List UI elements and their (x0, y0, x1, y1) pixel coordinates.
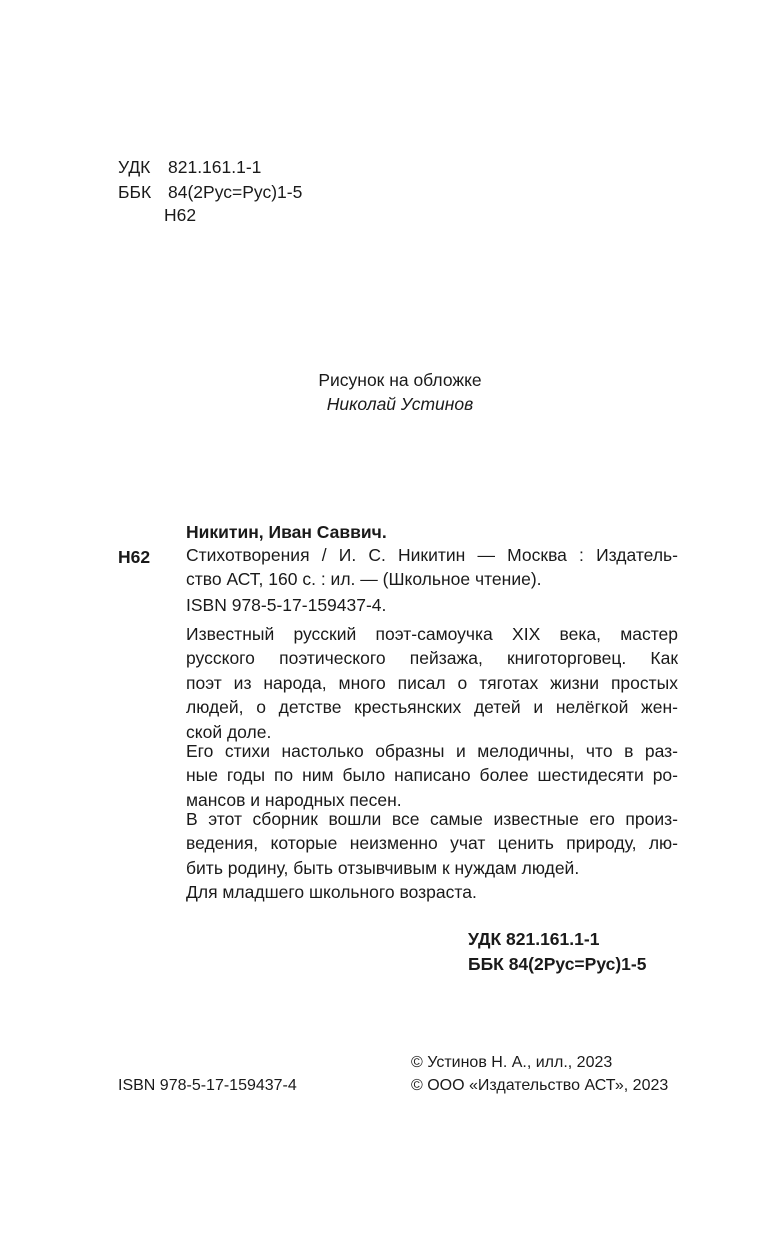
cover-credit-name: Николай Устинов (326, 394, 474, 414)
annotation-paragraph (186, 622, 678, 744)
annotation-line: Известный русский поэт-самоучка XIX века, мастер (186, 624, 678, 644)
annotation-paragraph (186, 880, 678, 904)
annotation-line: русского поэтического пейзажа, книготорговец. Как (186, 648, 678, 669)
bbk-label: ББК (118, 182, 152, 202)
copyright-illustrations: © Устинов Н. А., илл., 2023 (411, 1054, 613, 1071)
annotation-line: людей, о детстве крестьянских детей и нелёгкой жен- (186, 697, 678, 718)
author-mark: Н62 (118, 547, 151, 567)
bottom-udk: УДК 821.161.1-1 (468, 929, 600, 949)
footer-isbn: ISBN 978-5-17-159437-4 (118, 1077, 297, 1094)
copyright-publisher: © ООО «Издательство АСТ», 2023 (411, 1077, 669, 1094)
udk-row (118, 155, 261, 179)
annotation-paragraph (186, 807, 678, 880)
annotation-line: поэт из народа, много писал о тяготах жизни простых (186, 672, 678, 693)
title-statement (186, 543, 678, 592)
annotation-line: Его стихи настолько образны и мелодичны, что в раз- (186, 741, 678, 761)
isbn-line: ISBN 978-5-17-159437-4. (186, 595, 387, 615)
bottom-bbk: ББК 84(2Рус=Рус)1-5 (468, 954, 647, 974)
author-mark-top: Н62 (164, 205, 197, 225)
annotation-line: Для младшего школьного возраста. (186, 882, 477, 902)
annotation-line: В этот сборник вошли все самые известные его произ- (186, 809, 678, 829)
annotation-line: бить родину, быть отзывчивым к нуждам людей. (186, 857, 580, 878)
annotation-line: ведения, которые неизменно учат ценить природу, лю- (186, 833, 678, 854)
title-line: Стихотворения / И. С. Никитин — Москва : Издатель- (186, 545, 678, 565)
cover-credit-label: Рисунок на обложке (318, 370, 482, 390)
annotation-paragraph (186, 739, 678, 812)
annotation-line: ской доле. (186, 721, 272, 742)
bbk-row (118, 180, 302, 204)
title-line: ство АСТ, 160 с. : ил. — (Школьное чтение). (186, 569, 542, 590)
annotation-line: ные годы по ним было написано более шестидесяти ро- (186, 765, 678, 786)
author-heading: Никитин, Иван Саввич. (186, 522, 387, 542)
udk-label: УДК (118, 157, 151, 177)
udk-value: 821.161.1-1 (168, 157, 262, 177)
bbk-value: 84(2Рус=Рус)1-5 (168, 182, 303, 202)
annotation-line: мансов и народных песен. (186, 789, 402, 810)
